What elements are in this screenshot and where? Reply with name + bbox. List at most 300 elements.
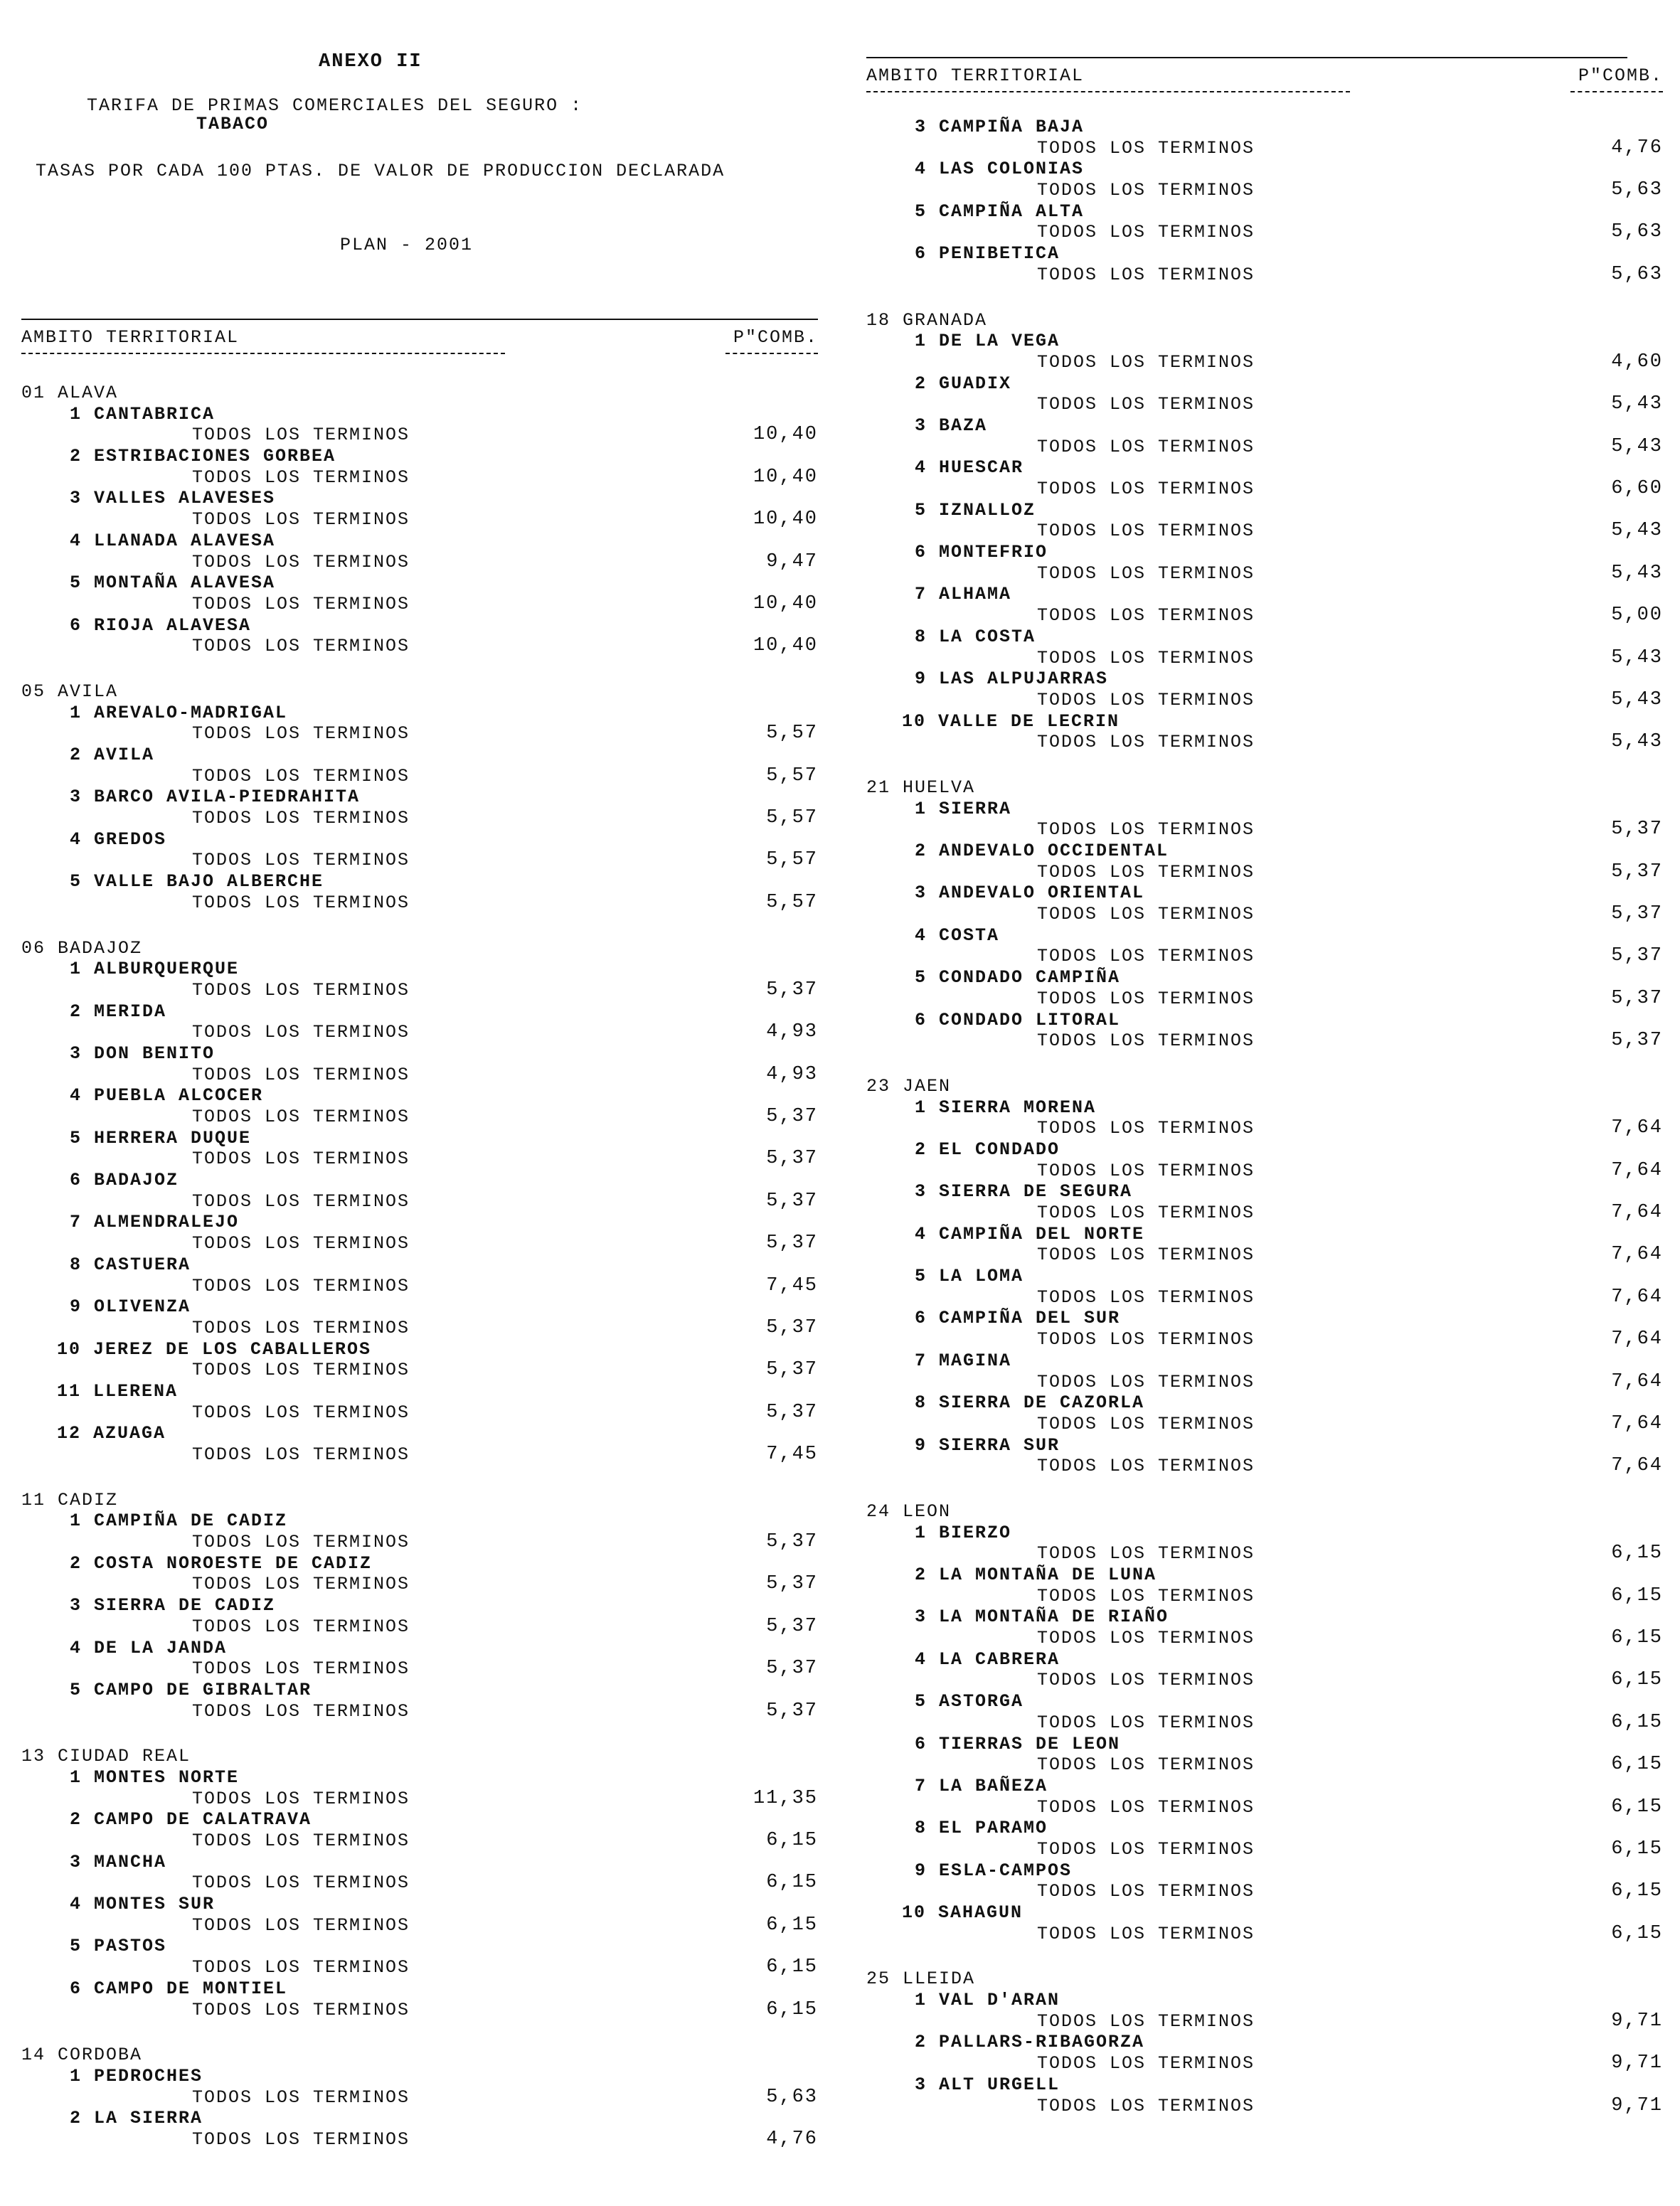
region-row bbox=[21, 1212, 818, 1233]
region-name: 6 CAMPO DE MONTIEL bbox=[70, 1978, 288, 1999]
term-row bbox=[21, 1789, 818, 1810]
term-label: TODOS LOS TERMINOS bbox=[1037, 351, 1255, 373]
term-row bbox=[866, 1797, 1663, 1818]
region-name: 2 AVILA bbox=[70, 745, 155, 765]
rate-value: 4,76 bbox=[766, 2128, 818, 2150]
region-name: 1 CANTABRICA bbox=[70, 403, 216, 425]
rate-value: 6,15 bbox=[766, 1998, 818, 2020]
province-heading bbox=[21, 383, 818, 404]
rate-value: 5,37 bbox=[1611, 1030, 1663, 1052]
term-row bbox=[866, 1456, 1663, 1477]
region-row bbox=[21, 1595, 818, 1616]
region-row bbox=[21, 1809, 818, 1831]
term-label: TODOS LOS TERMINOS bbox=[192, 425, 410, 446]
plan-label: PLAN - 2001 bbox=[340, 235, 474, 255]
region-row bbox=[21, 404, 818, 425]
term-label: TODOS LOS TERMINOS bbox=[192, 1788, 410, 1809]
region-name: 6 BADAJOZ bbox=[70, 1170, 179, 1191]
term-label: TODOS LOS TERMINOS bbox=[1037, 1203, 1255, 1223]
term-label: TODOS LOS TERMINOS bbox=[192, 1444, 410, 1465]
region-name: 3 SIERRA DE CADIZ bbox=[70, 1595, 276, 1616]
rate-value: 5,43 bbox=[1611, 435, 1663, 457]
term-row bbox=[866, 1372, 1663, 1393]
term-label: TODOS LOS TERMINOS bbox=[1037, 1329, 1255, 1350]
term-label: TODOS LOS TERMINOS bbox=[192, 1064, 410, 1085]
region-row bbox=[866, 1565, 1663, 1586]
term-row bbox=[866, 394, 1663, 415]
province-name: 21 HUELVA bbox=[866, 777, 976, 798]
rate-value: 5,37 bbox=[766, 1573, 818, 1595]
region-name: 2 EL CONDADO bbox=[915, 1139, 1060, 1160]
term-label: TODOS LOS TERMINOS bbox=[1037, 1160, 1255, 1181]
region-name: 2 COSTA NOROESTE DE CADIZ bbox=[70, 1552, 373, 1574]
term-row bbox=[866, 1670, 1663, 1691]
region-name: 4 LA CABRERA bbox=[915, 1648, 1060, 1670]
province-heading bbox=[21, 2045, 818, 2066]
rate-value: 4,60 bbox=[1611, 351, 1663, 373]
section-gap bbox=[21, 1722, 818, 1746]
term-label: TODOS LOS TERMINOS bbox=[1037, 1838, 1255, 1860]
region-name: 12 AZUAGA bbox=[57, 1423, 166, 1444]
region-name: 4 MONTES SUR bbox=[70, 1894, 216, 1915]
term-row bbox=[866, 732, 1663, 753]
left-column-dashes bbox=[21, 353, 818, 363]
region-row bbox=[21, 446, 818, 467]
rate-value: 6,15 bbox=[1611, 1796, 1663, 1818]
region-name: 5 VALLE BAJO ALBERCHE bbox=[70, 871, 324, 892]
term-label: TODOS LOS TERMINOS bbox=[192, 765, 410, 787]
rate-value: 5,00 bbox=[1611, 604, 1663, 627]
region-row bbox=[21, 488, 818, 509]
term-label: TODOS LOS TERMINOS bbox=[1037, 1030, 1255, 1052]
region-name: 1 PEDROCHES bbox=[70, 2065, 203, 2087]
rate-value: 7,64 bbox=[1611, 1159, 1663, 1181]
region-name: 1 MONTES NORTE bbox=[70, 1767, 240, 1788]
rate-value: 5,57 bbox=[766, 891, 818, 913]
term-label: TODOS LOS TERMINOS bbox=[1037, 1796, 1255, 1818]
region-name: 1 BIERZO bbox=[915, 1522, 1012, 1543]
term-label: TODOS LOS TERMINOS bbox=[1037, 1881, 1255, 1902]
province-heading bbox=[866, 1501, 1663, 1523]
rate-value: 5,37 bbox=[766, 1148, 818, 1170]
annex-title: ANEXO II bbox=[319, 51, 422, 73]
term-label: TODOS LOS TERMINOS bbox=[192, 1402, 410, 1423]
rate-value: 6,15 bbox=[1611, 1754, 1663, 1776]
term-label: TODOS LOS TERMINOS bbox=[192, 467, 410, 488]
region-name: 8 CASTUERA bbox=[70, 1254, 191, 1275]
region-row bbox=[866, 2074, 1663, 2096]
term-label: TODOS LOS TERMINOS bbox=[192, 1914, 410, 1936]
region-row bbox=[866, 1181, 1663, 1203]
province-heading bbox=[866, 1076, 1663, 1097]
region-name: 1 CAMPIÑA DE CADIZ bbox=[70, 1510, 288, 1532]
term-label: TODOS LOS TERMINOS bbox=[192, 593, 410, 614]
rate-value: 5,37 bbox=[766, 1359, 818, 1381]
region-row bbox=[21, 745, 818, 766]
term-label: TODOS LOS TERMINOS bbox=[1037, 689, 1255, 710]
province-heading bbox=[21, 681, 818, 703]
region-row bbox=[21, 1423, 818, 1444]
rate-value: 6,15 bbox=[1611, 1922, 1663, 1944]
term-row bbox=[21, 1318, 818, 1339]
term-row bbox=[21, 808, 818, 829]
term-label: TODOS LOS TERMINOS bbox=[1037, 1413, 1255, 1434]
region-row bbox=[21, 1510, 818, 1532]
region-name: 3 ANDEVALO ORIENTAL bbox=[915, 883, 1145, 904]
term-label: TODOS LOS TERMINOS bbox=[1037, 222, 1255, 243]
region-name: 2 ANDEVALO OCCIDENTAL bbox=[915, 841, 1169, 861]
region-name: 5 IZNALLOZ bbox=[915, 499, 1036, 521]
term-label: TODOS LOS TERMINOS bbox=[1037, 2053, 1255, 2074]
section-gap bbox=[21, 657, 818, 681]
region-name: 5 CAMPO DE GIBRALTAR bbox=[70, 1679, 312, 1700]
left-column-header bbox=[21, 327, 818, 353]
rate-value: 5,37 bbox=[1611, 945, 1663, 967]
region-row bbox=[866, 1097, 1663, 1119]
term-row bbox=[866, 521, 1663, 542]
region-name: 10 VALLE DE LECRIN bbox=[902, 710, 1120, 732]
region-row bbox=[866, 1990, 1663, 2011]
region-name: 6 MONTEFRIO bbox=[915, 542, 1048, 563]
region-row bbox=[21, 1085, 818, 1107]
region-name: 9 SIERRA SUR bbox=[915, 1434, 1060, 1456]
region-name: 1 SIERRA MORENA bbox=[915, 1097, 1097, 1118]
province-name: 06 BADAJOZ bbox=[21, 937, 143, 959]
ambito-header: AMBITO TERRITORIAL bbox=[21, 327, 240, 348]
term-row bbox=[866, 1754, 1663, 1776]
left-column bbox=[21, 319, 818, 2151]
term-row bbox=[21, 1658, 818, 1680]
region-row bbox=[866, 2032, 1663, 2053]
region-name: 7 ALMENDRALEJO bbox=[70, 1212, 240, 1233]
region-name: 6 CONDADO LITORAL bbox=[915, 1009, 1121, 1030]
region-row bbox=[866, 331, 1663, 352]
term-label: TODOS LOS TERMINOS bbox=[192, 1658, 410, 1680]
rate-value: 7,64 bbox=[1611, 1412, 1663, 1434]
term-label: TODOS LOS TERMINOS bbox=[192, 1999, 410, 2020]
region-row bbox=[866, 967, 1663, 989]
term-label: TODOS LOS TERMINOS bbox=[192, 1360, 410, 1381]
rate-value: 5,63 bbox=[766, 2086, 818, 2108]
region-name: 4 LAS COLONIAS bbox=[915, 159, 1085, 180]
term-row bbox=[21, 2129, 818, 2151]
term-row bbox=[866, 222, 1663, 243]
region-row bbox=[866, 500, 1663, 521]
rate-value: 4,76 bbox=[1611, 137, 1663, 159]
rate-value: 5,37 bbox=[766, 979, 818, 1001]
region-name: 11 LLERENA bbox=[57, 1380, 179, 1402]
rate-value: 4,93 bbox=[766, 1063, 818, 1085]
province-name: 23 JAEN bbox=[866, 1075, 952, 1097]
rate-value: 5,37 bbox=[766, 1232, 818, 1254]
term-row bbox=[21, 1402, 818, 1424]
term-label: TODOS LOS TERMINOS bbox=[1037, 2095, 1255, 2116]
term-row bbox=[21, 1276, 818, 1297]
region-name: 8 LA COSTA bbox=[915, 626, 1036, 647]
term-label: TODOS LOS TERMINOS bbox=[1037, 1670, 1255, 1691]
region-name: 5 PASTOS bbox=[70, 1936, 167, 1957]
region-name: 5 CONDADO CAMPIÑA bbox=[915, 967, 1121, 989]
region-row bbox=[21, 1978, 818, 2000]
term-row bbox=[21, 1574, 818, 1595]
term-row bbox=[21, 892, 818, 914]
rate-value: 7,64 bbox=[1611, 1455, 1663, 1477]
term-label: TODOS LOS TERMINOS bbox=[192, 1532, 410, 1553]
region-name: 1 DE LA VEGA bbox=[915, 331, 1060, 352]
region-name: 3 BARCO AVILA-PIEDRAHITA bbox=[70, 787, 361, 808]
term-row bbox=[866, 2053, 1663, 2074]
region-name: 1 SIERRA bbox=[915, 798, 1012, 819]
rate-value: 5,43 bbox=[1611, 393, 1663, 415]
term-row bbox=[866, 138, 1663, 159]
term-row bbox=[866, 2096, 1663, 2117]
region-row bbox=[866, 925, 1663, 947]
province-name: 24 LEON bbox=[866, 1501, 952, 1522]
rate-value: 10,40 bbox=[753, 424, 818, 446]
region-name: 3 MANCHA bbox=[70, 1851, 167, 1872]
rate-value: 5,63 bbox=[1611, 263, 1663, 285]
province-heading bbox=[21, 1746, 818, 1767]
region-name: 1 AREVALO-MADRIGAL bbox=[70, 702, 288, 723]
province-heading bbox=[866, 310, 1663, 331]
term-label: TODOS LOS TERMINOS bbox=[1037, 1628, 1255, 1649]
rate-value: 9,47 bbox=[766, 550, 818, 572]
term-label: TODOS LOS TERMINOS bbox=[1037, 1923, 1255, 1944]
term-label: TODOS LOS TERMINOS bbox=[192, 1107, 410, 1127]
term-label: TODOS LOS TERMINOS bbox=[1037, 394, 1255, 415]
rate-value: 10,40 bbox=[753, 508, 818, 531]
region-name: 1 VAL D'ARAN bbox=[915, 1990, 1060, 2011]
term-row bbox=[21, 1616, 818, 1638]
term-row bbox=[866, 648, 1663, 669]
region-row bbox=[21, 829, 818, 851]
region-row bbox=[866, 1010, 1663, 1031]
ambito-header-right: AMBITO TERRITORIAL bbox=[866, 65, 1085, 86]
rate-value: 5,37 bbox=[1611, 987, 1663, 1009]
rate-value: 6,15 bbox=[1611, 1627, 1663, 1649]
term-row bbox=[21, 1957, 818, 1978]
region-name: 5 CAMPIÑA ALTA bbox=[915, 201, 1085, 222]
rate-value: 11,35 bbox=[753, 1787, 818, 1809]
region-row bbox=[21, 1936, 818, 1957]
term-label: TODOS LOS TERMINOS bbox=[1037, 1371, 1255, 1392]
region-name: 6 PENIBETICA bbox=[915, 243, 1060, 265]
term-row bbox=[866, 352, 1663, 373]
region-row bbox=[866, 1649, 1663, 1671]
term-row bbox=[866, 946, 1663, 967]
section-gap bbox=[866, 1477, 1663, 1501]
rate-value: 6,15 bbox=[1611, 1838, 1663, 1860]
term-row bbox=[21, 552, 818, 573]
term-label: TODOS LOS TERMINOS bbox=[192, 808, 410, 829]
term-row bbox=[21, 2000, 818, 2021]
term-row bbox=[866, 1030, 1663, 1052]
region-name: 10 SAHAGUN bbox=[902, 1902, 1024, 1923]
term-label: TODOS LOS TERMINOS bbox=[1037, 647, 1255, 668]
rate-value: 9,71 bbox=[1611, 2094, 1663, 2116]
term-row bbox=[866, 180, 1663, 201]
term-label: TODOS LOS TERMINOS bbox=[192, 1872, 410, 1894]
term-label: TODOS LOS TERMINOS bbox=[192, 1022, 410, 1043]
region-row bbox=[866, 415, 1663, 437]
term-label: TODOS LOS TERMINOS bbox=[1037, 137, 1255, 159]
region-row bbox=[21, 1339, 818, 1360]
term-row bbox=[866, 1586, 1663, 1607]
rate-value: 5,43 bbox=[1611, 520, 1663, 542]
province-heading bbox=[866, 1968, 1663, 1990]
region-row bbox=[866, 1350, 1663, 1372]
term-row bbox=[866, 265, 1663, 286]
rate-value: 5,37 bbox=[1611, 903, 1663, 925]
term-label: TODOS LOS TERMINOS bbox=[1037, 1245, 1255, 1266]
region-row bbox=[21, 703, 818, 724]
term-row bbox=[866, 1245, 1663, 1266]
rate-value: 6,15 bbox=[766, 1914, 818, 1936]
pcomb-header-right: P"COMB. bbox=[1578, 65, 1663, 86]
term-label: TODOS LOS TERMINOS bbox=[1037, 1754, 1255, 1776]
rate-value: 7,64 bbox=[1611, 1328, 1663, 1350]
region-row bbox=[21, 2108, 818, 2129]
region-row bbox=[21, 572, 818, 594]
rate-value: 5,37 bbox=[766, 1700, 818, 1722]
region-row bbox=[21, 1128, 818, 1149]
rate-value: 5,43 bbox=[1611, 688, 1663, 710]
region-row bbox=[21, 1170, 818, 1191]
term-row bbox=[21, 2087, 818, 2109]
region-row bbox=[866, 1392, 1663, 1414]
rate-value: 10,40 bbox=[753, 635, 818, 657]
region-row bbox=[866, 1776, 1663, 1797]
term-row bbox=[866, 690, 1663, 711]
term-label: TODOS LOS TERMINOS bbox=[1037, 521, 1255, 542]
term-label: TODOS LOS TERMINOS bbox=[192, 1831, 410, 1851]
term-label: TODOS LOS TERMINOS bbox=[1037, 819, 1255, 841]
term-row bbox=[866, 989, 1663, 1010]
right-column-rule bbox=[866, 57, 1627, 58]
region-name: 5 MONTAÑA ALAVESA bbox=[70, 572, 276, 594]
rate-value: 4,93 bbox=[766, 1021, 818, 1043]
term-row bbox=[21, 1191, 818, 1213]
region-name: 6 RIOJA ALAVESA bbox=[70, 614, 252, 636]
region-name: 9 OLIVENZA bbox=[70, 1296, 191, 1318]
term-row bbox=[866, 1628, 1663, 1649]
province-name: 11 CADIZ bbox=[21, 1489, 119, 1510]
province-name: 25 LLEIDA bbox=[866, 1968, 976, 1990]
region-row bbox=[21, 1638, 818, 1659]
rate-value: 5,57 bbox=[766, 723, 818, 745]
term-row bbox=[866, 437, 1663, 458]
term-label: TODOS LOS TERMINOS bbox=[1037, 861, 1255, 883]
region-name: 2 MERIDA bbox=[70, 1001, 167, 1022]
term-label: TODOS LOS TERMINOS bbox=[1037, 563, 1255, 584]
term-label: TODOS LOS TERMINOS bbox=[192, 1957, 410, 1978]
region-name: 9 LAS ALPUJARRAS bbox=[915, 668, 1109, 690]
region-name: 2 CAMPO DE CALATRAVA bbox=[70, 1809, 312, 1831]
term-label: TODOS LOS TERMINOS bbox=[1037, 436, 1255, 457]
region-name: 4 CAMPIÑA DEL NORTE bbox=[915, 1223, 1145, 1245]
region-name: 2 LA SIERRA bbox=[70, 2108, 203, 2129]
term-label: TODOS LOS TERMINOS bbox=[192, 723, 410, 745]
region-row bbox=[866, 1308, 1663, 1329]
region-row bbox=[21, 871, 818, 892]
region-row bbox=[866, 201, 1663, 223]
rate-value: 7,64 bbox=[1611, 1244, 1663, 1266]
region-row bbox=[21, 1894, 818, 1915]
right-column bbox=[866, 57, 1663, 2116]
term-row bbox=[21, 850, 818, 871]
region-row bbox=[21, 1043, 818, 1065]
term-label: TODOS LOS TERMINOS bbox=[1037, 1712, 1255, 1733]
term-row bbox=[21, 1701, 818, 1722]
term-label: TODOS LOS TERMINOS bbox=[192, 1275, 410, 1296]
region-name: 5 LA LOMA bbox=[915, 1266, 1024, 1287]
term-row bbox=[21, 723, 818, 745]
section-gap bbox=[866, 286, 1663, 310]
region-row bbox=[21, 1296, 818, 1318]
tarifa-title-line2: TABACO bbox=[196, 114, 270, 134]
rate-value: 5,57 bbox=[766, 807, 818, 829]
term-row bbox=[866, 1839, 1663, 1860]
region-name: 2 LA MONTAÑA DE LUNA bbox=[915, 1565, 1157, 1585]
region-row bbox=[866, 1691, 1663, 1712]
region-row bbox=[866, 1860, 1663, 1882]
region-row bbox=[21, 959, 818, 980]
region-row bbox=[866, 584, 1663, 605]
right-column-header bbox=[866, 65, 1663, 91]
region-name: 5 ASTORGA bbox=[915, 1691, 1024, 1712]
term-row bbox=[866, 1414, 1663, 1435]
term-label: TODOS LOS TERMINOS bbox=[192, 636, 410, 657]
term-row bbox=[866, 1329, 1663, 1350]
region-name: 5 HERRERA DUQUE bbox=[70, 1127, 252, 1149]
term-label: TODOS LOS TERMINOS bbox=[1037, 605, 1255, 627]
region-row bbox=[21, 615, 818, 636]
term-row bbox=[21, 1872, 818, 1894]
rate-value: 6,60 bbox=[1611, 478, 1663, 499]
province-heading bbox=[21, 938, 818, 959]
term-label: TODOS LOS TERMINOS bbox=[192, 1233, 410, 1254]
region-row bbox=[866, 1224, 1663, 1245]
section-gap bbox=[866, 1944, 1663, 1968]
region-row bbox=[866, 1734, 1663, 1755]
region-row bbox=[21, 1852, 818, 1873]
rate-value: 10,40 bbox=[753, 466, 818, 488]
region-row bbox=[866, 159, 1663, 180]
region-row bbox=[866, 627, 1663, 648]
rate-value: 5,37 bbox=[766, 1531, 818, 1553]
term-label: TODOS LOS TERMINOS bbox=[192, 1317, 410, 1338]
right-column-body bbox=[866, 117, 1663, 2116]
right-column-dashes bbox=[866, 91, 1663, 101]
rate-value: 6,15 bbox=[766, 1830, 818, 1851]
term-label: TODOS LOS TERMINOS bbox=[192, 551, 410, 572]
region-name: 4 HUESCAR bbox=[915, 457, 1024, 479]
term-label: TODOS LOS TERMINOS bbox=[1037, 1286, 1255, 1308]
region-row bbox=[866, 711, 1663, 732]
term-row bbox=[866, 862, 1663, 883]
pcomb-header: P"COMB. bbox=[733, 327, 818, 348]
region-name: 8 SIERRA DE CAZORLA bbox=[915, 1392, 1145, 1414]
region-row bbox=[866, 1902, 1663, 1924]
region-name: 3 ALT URGELL bbox=[915, 2074, 1060, 2095]
term-label: TODOS LOS TERMINOS bbox=[1037, 1543, 1255, 1565]
province-name: 13 CIUDAD REAL bbox=[21, 1746, 191, 1767]
region-row bbox=[866, 542, 1663, 563]
region-row bbox=[866, 373, 1663, 395]
rate-value: 6,15 bbox=[766, 1956, 818, 1978]
region-row bbox=[21, 1381, 818, 1402]
tasas-subtitle: TASAS POR CADA 100 PTAS. DE VALOR DE PRODUCCION DECLARADA bbox=[36, 161, 725, 181]
